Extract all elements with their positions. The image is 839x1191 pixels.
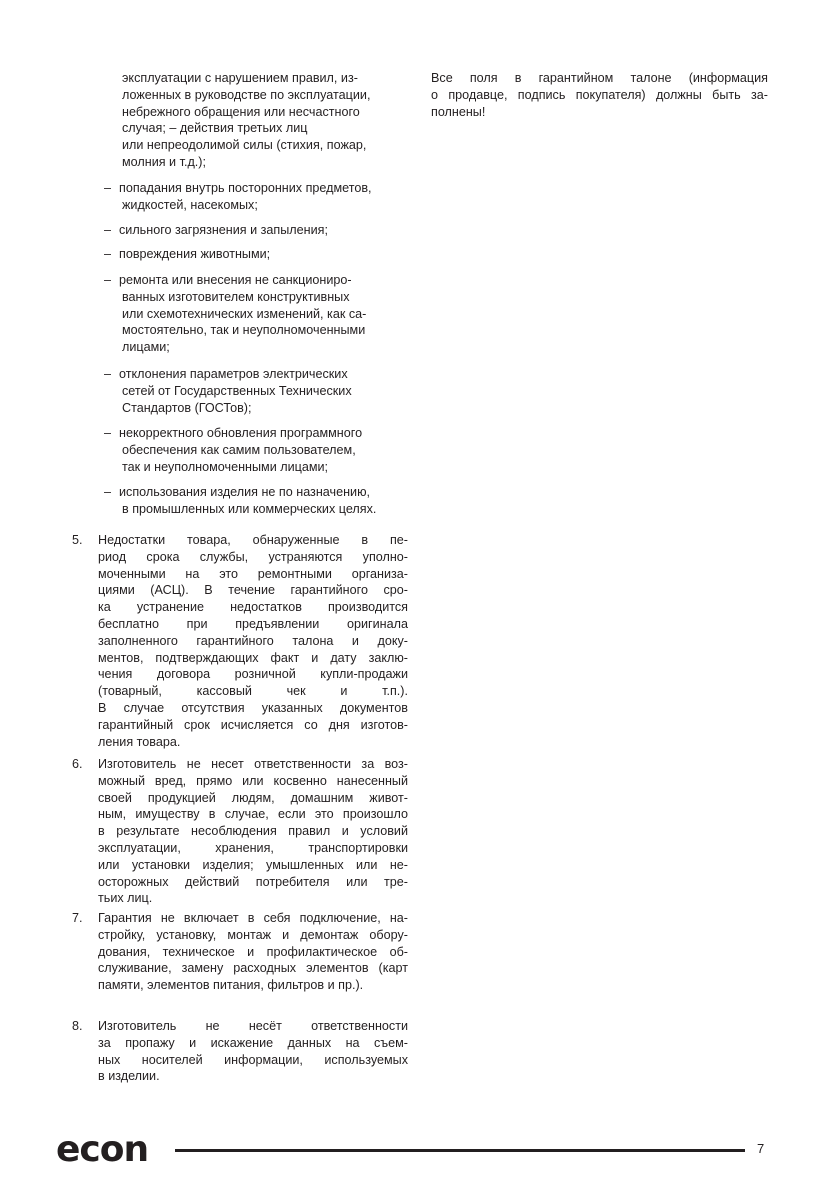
footer-rule — [175, 1149, 745, 1152]
list-dash: – — [104, 273, 112, 287]
paragraph-line: дования, техническое и профилактическое об- — [98, 944, 408, 959]
list-dash: – — [104, 247, 112, 261]
paragraph-line: заполненного гарантийного талона и доку- — [98, 633, 408, 648]
paragraph-line: моченными на это ремонтными организа- — [98, 566, 408, 581]
paragraph-line: ных носителей информации, используемых — [98, 1052, 408, 1067]
list-item-line: жидкостей, насекомых; — [122, 197, 258, 212]
item-number: 8. — [72, 1019, 83, 1033]
list-item-line: ванных изготовителем конструктивных — [122, 289, 350, 304]
text-line: небрежного обращения или несчастного — [122, 104, 360, 119]
paragraph-line: Изготовитель не несёт ответственности — [98, 1019, 408, 1033]
paragraph-line: служивание, замену расходных элементов (карт — [98, 961, 408, 976]
paragraph-line: В случае отсутствия указанных документов — [98, 701, 408, 715]
item-number: 6. — [72, 757, 83, 771]
paragraph-line: памяти, элементов питания, фильтров и пр.). — [98, 978, 364, 993]
list-item-line: использования изделия не по назначению, — [119, 485, 371, 499]
list-item-line: повреждения животными; — [119, 247, 271, 261]
paragraph-line: можный вред, прямо или косвенно нанесенный — [98, 773, 408, 788]
paragraph-line: Гарантия не включает в себя подключение, на- — [98, 911, 408, 925]
paragraph-line: своей продукцией людям, домашним живот- — [98, 790, 408, 805]
list-item-line: лицами; — [122, 340, 170, 355]
list-dash: – — [104, 367, 112, 381]
list-item-line: некорректного обновления программного — [119, 426, 363, 440]
list-item-line: мостоятельно, так и неуполномоченными — [122, 323, 366, 338]
paragraph-line: ка устранение недостатков производится — [98, 600, 408, 615]
list-item-line: отклонения параметров электрических — [119, 367, 348, 381]
paragraph-line: риод срока службы, устраняются уполно- — [98, 549, 408, 564]
paragraph-line: ным, имуществу в случае, если это произошло — [98, 807, 408, 822]
paragraph-line: ления товара. — [98, 734, 181, 749]
right-text-line: о продавце, подпись покупателя) должны быть за- — [431, 87, 768, 102]
paragraph-line: эксплуатации, хранения, транспортировки — [98, 841, 408, 855]
list-item-line: Стандартов (ГОСТов); — [122, 400, 252, 415]
paragraph-line: гарантийный срок исчисляется со дня изготов- — [98, 717, 408, 732]
list-dash: – — [104, 485, 112, 499]
list-item-line: ремонта или внесения не санкциониро- — [119, 273, 352, 287]
item-number: 5. — [72, 533, 83, 547]
text-line: ложенных в руководстве по эксплуатации, — [122, 87, 371, 102]
paragraph-line: (товарный, кассовый чек и т.п.). — [98, 684, 408, 699]
right-text-line: Все поля в гарантийном талоне (информация — [431, 71, 768, 85]
list-item-line: или схемотехнических изменений, как са- — [122, 306, 367, 321]
paragraph-line: Недостатки товара, обнаруженные в пе- — [98, 533, 408, 547]
paragraph-line: чения договора розничной купли-продажи — [98, 667, 408, 682]
text-line: молния и т.д.); — [122, 155, 206, 169]
paragraph-line: ментов, подтверждающих факт и дату заклю- — [98, 650, 408, 665]
paragraph-line: за пропажу и искажение данных на съем- — [98, 1035, 408, 1050]
paragraph-line: Изготовитель не несет ответственности за воз- — [98, 757, 408, 771]
paragraph-line: или установки изделия; умышленных или не- — [98, 857, 408, 872]
paragraph-line: осторожных действий потребителя или тре- — [98, 874, 408, 889]
econ-logo: econ — [56, 1129, 149, 1170]
paragraph-line: в изделии. — [98, 1069, 160, 1084]
paragraph-line: бесплатно при предъявлении оригинала — [98, 617, 408, 631]
list-dash: – — [104, 223, 112, 237]
list-item-line: попадания внутрь посторонних предметов, — [119, 181, 372, 195]
list-item-line: обеспечения как самим пользователем, — [122, 442, 356, 457]
paragraph-line: в результате несоблюдения правил и условий — [98, 824, 408, 839]
list-item-line: сетей от Государственных Технических — [122, 383, 352, 398]
list-item-line: сильного загрязнения и запыления; — [119, 223, 328, 237]
list-dash: – — [104, 181, 112, 195]
list-item-line: в промышленных или коммерческих целях. — [122, 501, 377, 516]
text-line: случая; – действия третьих лиц — [122, 121, 308, 136]
paragraph-line: циями (АСЦ). В течение гарантийного сро- — [98, 583, 408, 598]
paragraph-line: стройку, установку, монтаж и демонтаж обору- — [98, 927, 408, 942]
list-dash: – — [104, 426, 112, 440]
list-item-line: так и неуполномоченными лицами; — [122, 459, 329, 474]
paragraph-line: тьих лиц. — [98, 891, 153, 906]
right-text-line: полнены! — [431, 104, 486, 119]
text-line: или непреодолимой силы (стихия, пожар, — [122, 138, 367, 153]
item-number: 7. — [72, 911, 83, 925]
page-number: 7 — [757, 1141, 765, 1156]
text-line: эксплуатации с нарушением правил, из- — [122, 71, 358, 85]
